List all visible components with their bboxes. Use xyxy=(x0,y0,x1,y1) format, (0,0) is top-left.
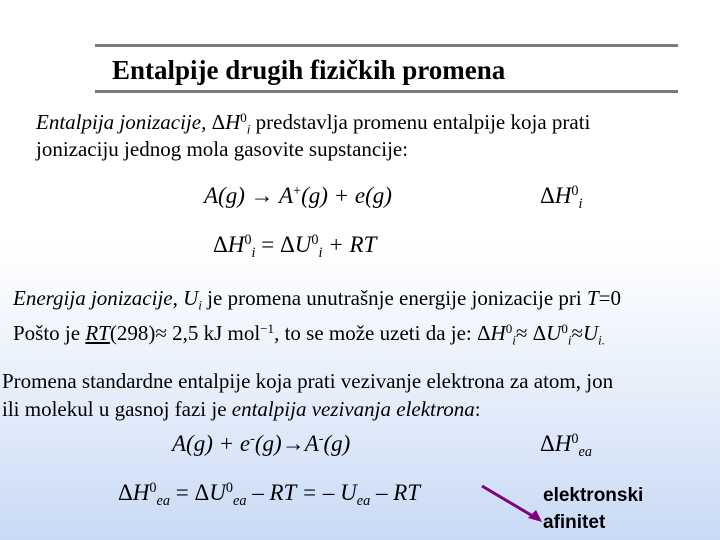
pointer-arrow xyxy=(480,484,546,524)
sup-zero: 0 xyxy=(561,320,568,336)
equation-ionization-enthalpy xyxy=(540,183,583,212)
para2-post: : xyxy=(474,397,481,421)
equation-ea-relation xyxy=(118,480,421,509)
u-symbol: U xyxy=(209,480,226,505)
sup-zero: 0 xyxy=(244,232,252,249)
energy-label: Energija jonizacije, xyxy=(13,286,184,310)
sup-zero: 0 xyxy=(149,480,157,497)
h-symbol: H xyxy=(225,110,241,134)
delta-symbol: Δ xyxy=(211,110,226,134)
since-value: (298)≈ 2,5 kJ mol xyxy=(109,321,261,345)
equation-attachment-enthalpy xyxy=(540,431,592,460)
para1-label: Entalpija jonizacije, xyxy=(36,110,212,134)
sub-i: i. xyxy=(598,332,606,348)
energy-ionization-line xyxy=(13,286,621,311)
reaction-arrow: → xyxy=(250,183,274,208)
eq3-a: A xyxy=(304,431,319,456)
sup-zero: 0 xyxy=(571,183,579,200)
exponent: −1 xyxy=(260,320,275,336)
u-symbol: U xyxy=(546,321,562,345)
para1-line1 xyxy=(36,110,590,135)
h-symbol: H xyxy=(227,232,245,257)
since-rest: , to se može uzeti da je: xyxy=(274,321,478,345)
approx-sign: ≈ xyxy=(571,321,583,345)
h-symbol: H xyxy=(490,321,506,345)
para1-rest: predstavlja promenu entalpije koja prati xyxy=(250,110,591,134)
sup-zero: 0 xyxy=(225,480,234,497)
t-symbol: T xyxy=(586,286,599,310)
delta-symbol: Δ xyxy=(213,232,228,257)
sub-ea: ea xyxy=(578,443,592,460)
plus-rt: + RT xyxy=(322,232,377,257)
u-symbol: U xyxy=(582,321,599,345)
delta-symbol: Δ xyxy=(194,480,210,505)
eq3-end: (g) xyxy=(323,431,351,456)
sup-zero: 0 xyxy=(505,320,513,336)
para2-line1: Promena standardne entalpije koja prati vezivanje elektrona za atom, jon xyxy=(2,369,614,393)
rt-symbol: RT xyxy=(85,321,110,345)
eq1-a: A xyxy=(273,183,294,208)
sup-zero: 0 xyxy=(311,232,319,249)
delta-symbol: Δ xyxy=(280,232,295,257)
para2-emphasis: entalpija vezivanja elektrona xyxy=(231,397,475,421)
page-title: Entalpije drugih fizičkih promena xyxy=(112,55,506,85)
para1-line2: jonizaciju jednog mola gasovite supstancije: xyxy=(36,137,409,161)
note-electron-affinity-line2: afinitet xyxy=(543,512,606,533)
title-rule-bottom xyxy=(95,90,678,93)
eq4-tail: – RT = – U xyxy=(246,480,357,505)
note-electron-affinity-line1: elektronski xyxy=(543,485,644,506)
h-symbol: H xyxy=(554,431,572,456)
energy-rest: je promena unutrašnje energije jonizacije pri xyxy=(201,286,587,310)
approx-sign: ≈ xyxy=(515,321,533,345)
equation-h-u-relation xyxy=(213,232,377,261)
delta-symbol: Δ xyxy=(540,431,555,456)
title-rule-top xyxy=(95,44,678,47)
eq4-tail2: – RT xyxy=(370,480,421,505)
sub-i: i xyxy=(246,121,251,137)
h-symbol: H xyxy=(132,480,150,505)
delta-symbol: Δ xyxy=(118,480,133,505)
sub-ea: ea xyxy=(356,492,371,509)
delta-symbol: Δ xyxy=(477,321,491,345)
sub-ea: ea xyxy=(156,492,170,509)
eq1-lhs: A(g) xyxy=(204,183,251,208)
sup-zero: 0 xyxy=(571,431,579,448)
sub-i: i xyxy=(318,244,323,261)
para2-line2 xyxy=(2,397,481,422)
eq3-mid: (g) xyxy=(254,431,282,456)
eq3-lhs: A(g) + e xyxy=(172,431,251,456)
minus-charge: - xyxy=(250,431,255,448)
sub-i: i xyxy=(251,244,256,261)
minus-charge: - xyxy=(318,431,324,448)
h-symbol: H xyxy=(554,183,572,208)
equals-sign: = xyxy=(170,480,195,505)
reaction-arrow: → xyxy=(281,431,305,456)
sub-i: i xyxy=(567,332,572,348)
sub-i: i xyxy=(198,297,202,313)
para2-pre: ili molekul u gasnoj fazi je xyxy=(2,397,232,421)
equals-sign: = xyxy=(255,232,280,257)
sub-i: i xyxy=(578,195,583,212)
equation-electron-attachment xyxy=(172,431,350,457)
sup-zero: 0 xyxy=(240,109,247,125)
plus-charge: + xyxy=(293,183,302,200)
equals-zero: =0 xyxy=(598,286,621,310)
equation-ionization xyxy=(204,183,392,209)
u-symbol: U xyxy=(294,232,312,257)
delta-symbol: Δ xyxy=(532,321,547,345)
since-text: Pošto je xyxy=(13,321,86,345)
eq1-rhs: (g) + e(g) xyxy=(301,183,392,208)
delta-symbol: Δ xyxy=(540,183,555,208)
u-symbol: U xyxy=(183,286,199,310)
sub-i: i xyxy=(512,332,516,348)
sub-ea: ea xyxy=(233,492,247,509)
since-line xyxy=(13,321,605,346)
